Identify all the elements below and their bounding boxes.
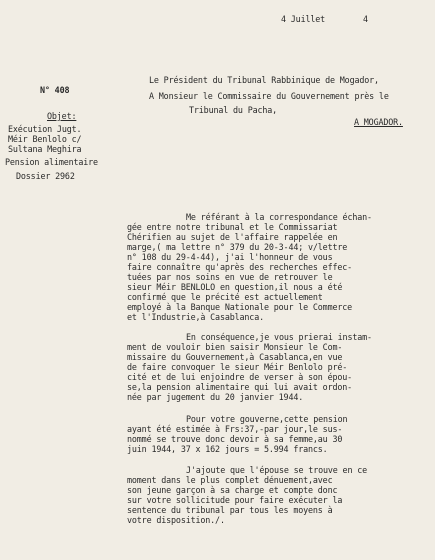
recipient-line: Tribunal du Pacha,	[189, 105, 278, 115]
letter-date: 4 Juillet	[281, 14, 326, 24]
text-line: et l'Industrie,à Casablanca.	[127, 312, 264, 322]
recipient-place: A MOGADOR.	[354, 117, 403, 127]
text-line: se,la pension alimentaire qui lui avait ordon-	[127, 382, 353, 392]
sender-line: Le Président du Tribunal Rabbinique de Mogador,	[149, 75, 379, 85]
objet-line: Méir Benlolo c/	[8, 134, 82, 144]
text-line: Me référant à la correspondance échan-	[186, 212, 372, 222]
text-line: marge,( ma lettre n° 379 du 20-3-44; v/lettre	[127, 242, 348, 252]
text-line: cité et de lui enjoindre de verser à son épou-	[127, 372, 353, 382]
text-line: tuées par nos soins en vue de retrouver le	[127, 272, 333, 282]
text-line: née par jugement du 20 janvier 1944.	[127, 392, 304, 402]
objet-line: Sultana Meghira	[8, 144, 82, 154]
page-number: 4	[363, 14, 368, 24]
text-line: votre disposition./.	[127, 515, 225, 525]
text-line: missaire du Gouvernement,à Casablanca,en vue	[127, 352, 343, 362]
text-line: Chérifien au sujet de l'affaire rappelée en	[127, 232, 338, 242]
text-line: nommé se trouve donc devoir à sa femme,au 30	[127, 434, 343, 444]
text-line: ayant été estimée à Frs:37,-par jour,le sus-	[127, 424, 343, 434]
objet-line: Exécution Jugt.	[8, 124, 82, 134]
text-line: son jeune garçon à sa charge et compte donc	[127, 485, 338, 495]
text-line: sieur Méir BENLOLO en question,il nous a été	[127, 282, 343, 292]
text-line: Pour votre gouverne,cette pension	[186, 414, 348, 424]
text-line: En conséquence,je vous prierai instam-	[186, 332, 372, 342]
text-line: faire connaître qu'après des recherches effec-	[127, 262, 353, 272]
objet-line: Pension alimentaire	[5, 157, 98, 167]
objet-label: Objet:	[47, 111, 77, 121]
text-line: gée entre notre tribunal et le Commissariat	[127, 222, 338, 232]
recipient-line: A Monsieur le Commissaire du Gouvernement près le	[149, 91, 389, 101]
text-line: juin 1944, 37 x 162 jours = 5.994 francs.	[127, 444, 328, 454]
text-line: employé à la Banque Nationale pour le Commerce	[127, 302, 353, 312]
text-line: confirmé que le précité est actuellement	[127, 292, 323, 302]
text-line: sur votre sollicitude pour faire exécuter la	[127, 495, 343, 505]
text-line: de faire convoquer le sieur Méir Benlolo pré-	[127, 362, 348, 372]
text-line: moment dans le plus complet dénuement,avec	[127, 475, 333, 485]
text-line: J'ajoute que l'épouse se trouve en ce	[186, 465, 368, 475]
text-line: sentence du tribunal par tous les moyens à	[127, 505, 333, 515]
text-line: ment de vouloir bien saisir Monsieur le Com-	[127, 342, 343, 352]
reference-number: N° 408	[40, 85, 70, 95]
dossier-number: Dossier 2962	[16, 171, 75, 181]
text-line: n° 108 du 29-4-44), j'ai l'honneur de vous	[127, 252, 333, 262]
